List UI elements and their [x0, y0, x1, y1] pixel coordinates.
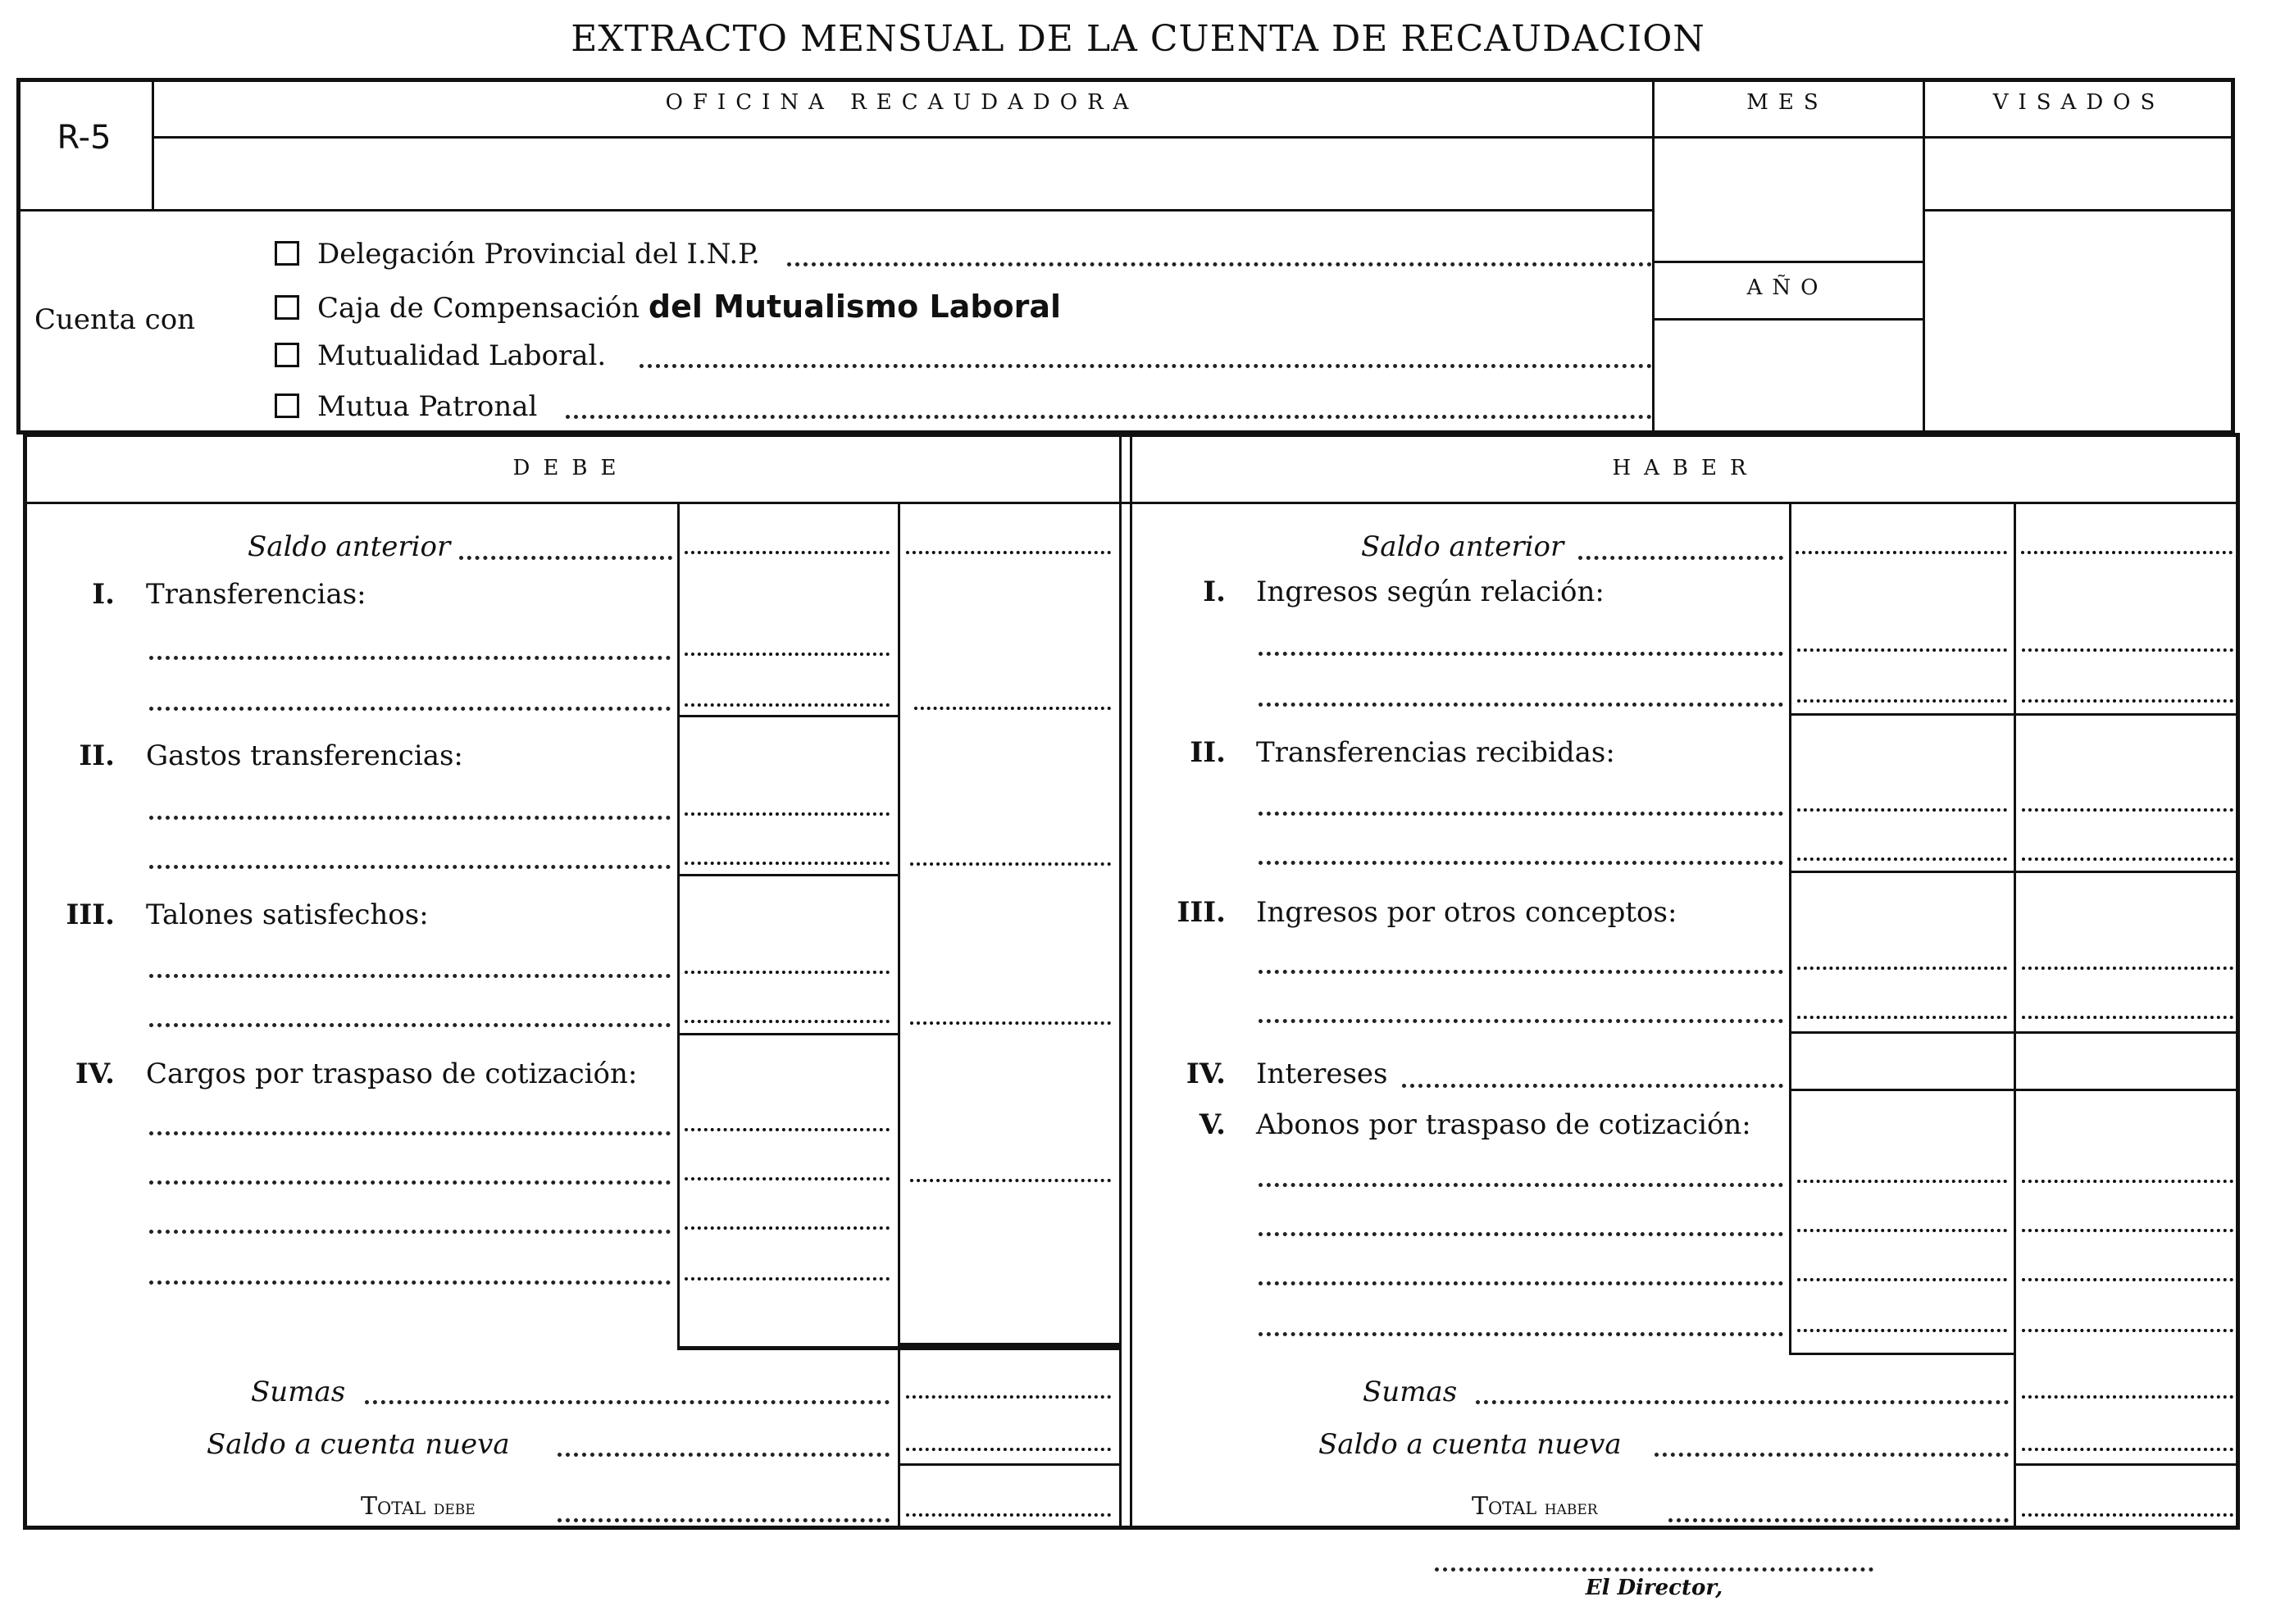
- visados-row-line: [1923, 136, 2235, 139]
- haber-header: HABER: [1612, 456, 1759, 480]
- debe-sumas-dots: [365, 1400, 890, 1404]
- haber-num-3: III.: [1177, 896, 1226, 929]
- haber-label-4: Intereses: [1256, 1058, 1388, 1090]
- haber-label-3: Ingresos por otros conceptos:: [1256, 896, 1677, 929]
- debe-saldo-nueva-amt: [906, 1448, 1111, 1451]
- debe-col2-sum-line: [898, 1343, 1119, 1347]
- haber-1-close: [1789, 713, 2238, 716]
- mes-divider: [1652, 78, 1655, 434]
- checkbox-delegacion[interactable]: [275, 241, 299, 266]
- haber-5-dots-b: [1259, 1232, 1783, 1236]
- haber-num-5: V.: [1199, 1108, 1226, 1141]
- debe-3-dots-b: [149, 1023, 671, 1027]
- debe-4-dots-b: [149, 1180, 671, 1185]
- debe-2-dots-a: [149, 816, 671, 820]
- debe-1-amt-a: [685, 653, 890, 656]
- cuenta-label: Cuenta con: [34, 303, 196, 336]
- checkbox-mutua[interactable]: [275, 393, 299, 418]
- debe-sumas: Sumas: [251, 1376, 346, 1408]
- debe-total-dots: [558, 1518, 890, 1522]
- dots-delegacion: [787, 262, 1652, 266]
- debe-saldo-anterior: Saldo anterior: [248, 530, 451, 563]
- haber-1-dots-a: [1259, 652, 1783, 656]
- haber-2-dots-a: [1259, 812, 1783, 816]
- debe-num-1: I.: [92, 578, 115, 611]
- debe-1-dots-b: [149, 707, 671, 711]
- debe-2-close: [677, 874, 898, 876]
- haber-sumas-dots: [1476, 1400, 2009, 1404]
- debe-3-dots-a: [149, 974, 671, 978]
- option-mutua[interactable]: [275, 390, 537, 423]
- haber-col1-bottom: [1789, 1353, 2014, 1355]
- debe-2-amt-a: [685, 812, 890, 816]
- option-mutualidad[interactable]: [275, 339, 606, 372]
- haber-1-amt-a: [1797, 648, 2007, 652]
- debe-label-1: Transferencias:: [146, 578, 366, 611]
- oficina-bottom-line: [16, 209, 1652, 212]
- haber-2-amt-a2: [2022, 808, 2233, 812]
- debe-total-amt: [906, 1513, 1111, 1517]
- header-row-line: [152, 136, 1652, 139]
- haber-saldo-nueva-close: [2014, 1463, 2238, 1466]
- ano-label: AÑO: [1746, 275, 1828, 300]
- haber-2-amt-b: [1797, 857, 2007, 861]
- haber-total-small: Total: [1472, 1492, 1537, 1521]
- debe-num-3: III.: [66, 898, 115, 931]
- haber-5-amt-b: [1797, 1229, 2007, 1232]
- haber-col2-left: [2014, 502, 2016, 1530]
- haber-1-dots-b: [1259, 703, 1783, 707]
- debe-num-4: IV.: [75, 1058, 115, 1090]
- debe-label-4: Cargos por traspaso de cotización:: [146, 1058, 638, 1090]
- ano-bottom-line: [1652, 318, 1923, 321]
- haber-saldo-nueva: Saldo a cuenta nueva: [1318, 1428, 1622, 1461]
- haber-total-dots: [1668, 1518, 2009, 1522]
- haber-5-amt-c: [1797, 1278, 2007, 1281]
- haber-label-1: Ingresos según relación:: [1256, 575, 1605, 608]
- haber-5-amt-a2: [2022, 1180, 2233, 1183]
- haber-total-word: haber: [1544, 1496, 1598, 1519]
- option-caja[interactable]: [275, 289, 1061, 325]
- option-delegacion-label: Delegación Provincial del I.N.P.: [317, 238, 760, 271]
- debe-4-amt-d: [685, 1277, 890, 1281]
- debe-saldo-amt2: [906, 551, 1111, 554]
- debe-4-amt-c: [685, 1226, 890, 1230]
- haber-4-dots: [1402, 1084, 1783, 1088]
- haber-label-2: Transferencias recibidas:: [1256, 736, 1615, 769]
- debe-label-2: Gastos transferencias:: [146, 739, 463, 772]
- haber-3-dots-b: [1259, 1019, 1783, 1023]
- mes-row-line: [1652, 136, 1923, 139]
- visados-label: VISADOS: [1992, 90, 2165, 115]
- haber-3-amt-a: [1797, 967, 2007, 970]
- debe-4-amt-a: [685, 1128, 890, 1131]
- checkbox-mutualidad[interactable]: [275, 343, 299, 367]
- form-code: R-5: [57, 119, 112, 157]
- debe-2-subtotal: [910, 862, 1111, 866]
- haber-5-amt-a: [1797, 1180, 2007, 1183]
- haber-1-amt-b2: [2022, 699, 2233, 703]
- haber-2-close: [1789, 871, 2238, 873]
- haber-2-dots-b: [1259, 861, 1783, 865]
- haber-3-dots-a: [1259, 970, 1783, 974]
- haber-5-amt-c2: [2022, 1278, 2233, 1281]
- debe-label-3: Talones satisfechos:: [146, 898, 429, 931]
- haber-saldo-dots: [1578, 556, 1783, 560]
- haber-2-amt-b2: [2022, 857, 2233, 861]
- haber-5-amt-b2: [2022, 1229, 2233, 1232]
- debe-3-subtotal: [910, 1021, 1111, 1025]
- haber-3-amt-b2: [2022, 1016, 2233, 1019]
- haber-4-close: [1789, 1089, 2238, 1091]
- visados-divider: [1923, 78, 1925, 434]
- haber-3-amt-b: [1797, 1016, 2007, 1019]
- debe-1-dots-a: [149, 656, 671, 660]
- debe-sumas-amt: [906, 1395, 1111, 1399]
- center-divider-right: [1130, 433, 1132, 1530]
- signature-line: [1435, 1567, 1873, 1572]
- option-mutualidad-label: Mutualidad Laboral.: [317, 339, 607, 372]
- ledger-header-line: [23, 502, 2240, 504]
- debe-1-close: [677, 715, 898, 717]
- option-delegacion[interactable]: [275, 238, 760, 271]
- debe-4-dots-a: [149, 1131, 671, 1135]
- debe-header: DEBE: [512, 456, 630, 480]
- haber-5-dots-c: [1259, 1281, 1783, 1285]
- dots-mutualidad: [640, 364, 1652, 368]
- debe-num-2: II.: [79, 739, 115, 772]
- haber-saldo-nueva-dots: [1655, 1453, 2009, 1457]
- visados-bottom-line: [1923, 209, 2235, 212]
- haber-saldo-amt2: [2021, 551, 2233, 554]
- haber-5-amt-d: [1797, 1329, 2007, 1332]
- haber-1-amt-b: [1797, 699, 2007, 703]
- debe-3-amt-b: [685, 1020, 890, 1023]
- option-caja-label: Caja de Compensación: [317, 292, 640, 325]
- debe-saldo-dots: [459, 556, 672, 560]
- debe-3-amt-a: [685, 971, 890, 974]
- haber-1-amt-a2: [2022, 648, 2233, 652]
- haber-col1-left: [1789, 502, 1791, 1354]
- debe-saldo-nueva: Saldo a cuenta nueva: [207, 1428, 510, 1461]
- haber-sumas-amt: [2022, 1395, 2233, 1399]
- debe-saldo-amt1: [685, 551, 890, 554]
- debe-1-subtotal: [914, 707, 1111, 710]
- haber-num-1: I.: [1203, 575, 1226, 608]
- ano-top-line: [1652, 261, 1923, 263]
- haber-total-amt: [2022, 1513, 2233, 1517]
- debe-2-amt-b: [685, 862, 890, 865]
- option-mutua-label: Mutua Patronal: [317, 390, 538, 423]
- haber-saldo-amt1: [1796, 551, 2007, 554]
- debe-total: [361, 1492, 476, 1521]
- haber-sumas: Sumas: [1363, 1376, 1458, 1408]
- haber-saldo-nueva-amt: [2022, 1448, 2233, 1451]
- option-caja-suffix: del Mutualismo Laboral: [648, 289, 1062, 325]
- haber-total: [1472, 1492, 1598, 1521]
- haber-3-close: [1789, 1031, 2238, 1034]
- debe-saldo-nueva-close: [898, 1463, 1119, 1466]
- haber-label-5: Abonos por traspaso de cotización:: [1256, 1108, 1751, 1141]
- debe-total-word: debe: [433, 1496, 476, 1519]
- oficina-label: OFICINA RECAUDADORA: [665, 90, 1139, 115]
- debe-3-close: [677, 1033, 898, 1035]
- form-title: EXTRACTO MENSUAL DE LA CUENTA DE RECAUDACION: [571, 18, 1705, 60]
- debe-4-dots-c: [149, 1230, 671, 1234]
- debe-1-amt-b: [685, 703, 890, 707]
- debe-4-subtotal: [910, 1179, 1111, 1182]
- haber-3-amt-a2: [2022, 967, 2233, 970]
- debe-col1-left: [677, 502, 680, 1346]
- debe-4-amt-b: [685, 1177, 890, 1180]
- debe-saldo-nueva-dots: [558, 1453, 890, 1457]
- mes-label: MES: [1746, 90, 1828, 115]
- haber-num-2: II.: [1190, 736, 1226, 769]
- haber-2-amt-a: [1797, 808, 2007, 812]
- dots-mutua: [566, 415, 1652, 419]
- debe-col2-left: [898, 502, 900, 1530]
- haber-5-amt-d2: [2022, 1329, 2233, 1332]
- debe-4-dots-d: [149, 1281, 671, 1285]
- haber-num-4: IV.: [1186, 1058, 1226, 1090]
- signature-label: El Director,: [1585, 1576, 1723, 1600]
- debe-total-small: Total: [361, 1492, 426, 1521]
- checkbox-caja[interactable]: [275, 295, 299, 320]
- center-divider-left: [1119, 433, 1122, 1530]
- debe-2-dots-b: [149, 865, 671, 869]
- haber-5-dots-d: [1259, 1332, 1783, 1336]
- haber-saldo-anterior: Saldo anterior: [1361, 530, 1564, 563]
- haber-5-dots-a: [1259, 1183, 1783, 1187]
